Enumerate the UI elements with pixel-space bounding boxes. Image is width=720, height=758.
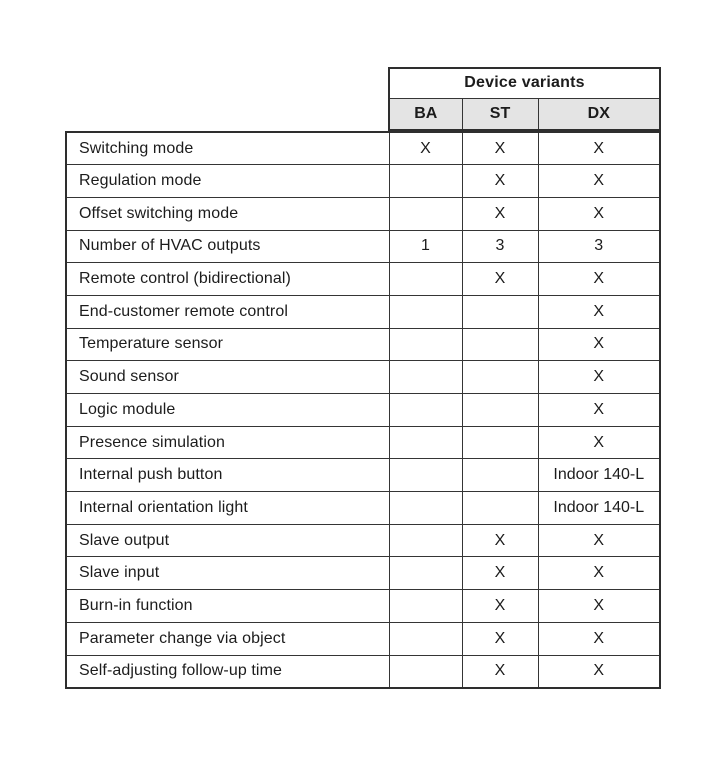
feature-label: Slave input: [66, 557, 389, 590]
feature-value-dx: X: [538, 426, 660, 459]
table-row: [66, 492, 660, 525]
feature-label: Sound sensor: [66, 361, 389, 394]
table-row: [66, 590, 660, 623]
feature-value-dx: X: [538, 361, 660, 394]
feature-value-dx: X: [538, 655, 660, 688]
feature-label: Temperature sensor: [66, 328, 389, 361]
feature-value-st: X: [462, 165, 538, 198]
table-row: [66, 524, 660, 557]
feature-value-ba: [389, 459, 462, 492]
feature-value-st: [462, 426, 538, 459]
table-row: [66, 132, 660, 165]
feature-value-st: [462, 361, 538, 394]
feature-label: Slave output: [66, 524, 389, 557]
feature-value-dx: Indoor 140-L: [538, 459, 660, 492]
feature-table: [65, 131, 661, 689]
device-variants-title-row: [389, 68, 660, 98]
table-row: [66, 165, 660, 198]
feature-value-st: X: [462, 557, 538, 590]
feature-value-dx: X: [538, 263, 660, 296]
feature-value-ba: [389, 655, 462, 688]
table-row: [66, 263, 660, 296]
feature-value-ba: [389, 295, 462, 328]
feature-value-ba: [389, 263, 462, 296]
feature-label: Burn-in function: [66, 590, 389, 623]
device-variants-header-table: [388, 67, 661, 131]
feature-value-dx: X: [538, 132, 660, 165]
device-variants-title: Device variants: [389, 68, 660, 98]
feature-label: Regulation mode: [66, 165, 389, 198]
table-row: [66, 459, 660, 492]
feature-value-dx: X: [538, 295, 660, 328]
column-header-ba: BA: [389, 98, 462, 130]
feature-value-dx: X: [538, 165, 660, 198]
feature-value-dx: 3: [538, 230, 660, 263]
table-row: [66, 426, 660, 459]
feature-label: Self-adjusting follow-up time: [66, 655, 389, 688]
feature-value-ba: [389, 590, 462, 623]
column-header-st: ST: [462, 98, 538, 130]
feature-value-st: [462, 394, 538, 427]
feature-value-dx: X: [538, 394, 660, 427]
feature-value-ba: [389, 328, 462, 361]
feature-value-dx: X: [538, 590, 660, 623]
feature-value-st: X: [462, 655, 538, 688]
feature-value-st: [462, 492, 538, 525]
feature-value-st: X: [462, 263, 538, 296]
feature-value-st: X: [462, 622, 538, 655]
feature-value-st: X: [462, 524, 538, 557]
feature-value-ba: [389, 524, 462, 557]
table-row: [66, 197, 660, 230]
feature-value-ba: [389, 426, 462, 459]
feature-value-dx: X: [538, 557, 660, 590]
feature-value-dx: X: [538, 197, 660, 230]
table-row: [66, 361, 660, 394]
feature-value-dx: X: [538, 328, 660, 361]
feature-label: Parameter change via object: [66, 622, 389, 655]
feature-label: Presence simulation: [66, 426, 389, 459]
feature-value-st: [462, 328, 538, 361]
table-row: [66, 557, 660, 590]
feature-value-ba: [389, 165, 462, 198]
feature-label: Logic module: [66, 394, 389, 427]
feature-value-st: X: [462, 197, 538, 230]
feature-label: Offset switching mode: [66, 197, 389, 230]
feature-value-dx: Indoor 140-L: [538, 492, 660, 525]
feature-label: Internal push button: [66, 459, 389, 492]
feature-value-st: 3: [462, 230, 538, 263]
table-row: [66, 394, 660, 427]
feature-value-st: [462, 295, 538, 328]
table-row: [66, 622, 660, 655]
feature-value-st: X: [462, 132, 538, 165]
feature-value-ba: [389, 622, 462, 655]
feature-label: Switching mode: [66, 132, 389, 165]
feature-value-ba: 1: [389, 230, 462, 263]
feature-value-st: X: [462, 590, 538, 623]
feature-value-dx: X: [538, 622, 660, 655]
feature-value-dx: X: [538, 524, 660, 557]
table-row: [66, 295, 660, 328]
feature-value-ba: [389, 492, 462, 525]
variant-column-headers-row: [389, 98, 660, 130]
feature-label: Remote control (bidirectional): [66, 263, 389, 296]
feature-value-st: [462, 459, 538, 492]
table-row: [66, 655, 660, 688]
table-row: [66, 230, 660, 263]
feature-value-ba: X: [389, 132, 462, 165]
feature-table-wrap: [65, 131, 659, 689]
feature-label: Internal orientation light: [66, 492, 389, 525]
feature-value-ba: [389, 557, 462, 590]
feature-value-ba: [389, 394, 462, 427]
feature-value-ba: [389, 361, 462, 394]
column-header-dx: DX: [538, 98, 660, 130]
table-row: [66, 328, 660, 361]
feature-label: Number of HVAC outputs: [66, 230, 389, 263]
device-variants-header: [388, 67, 659, 131]
feature-label: End-customer remote control: [66, 295, 389, 328]
feature-value-ba: [389, 197, 462, 230]
